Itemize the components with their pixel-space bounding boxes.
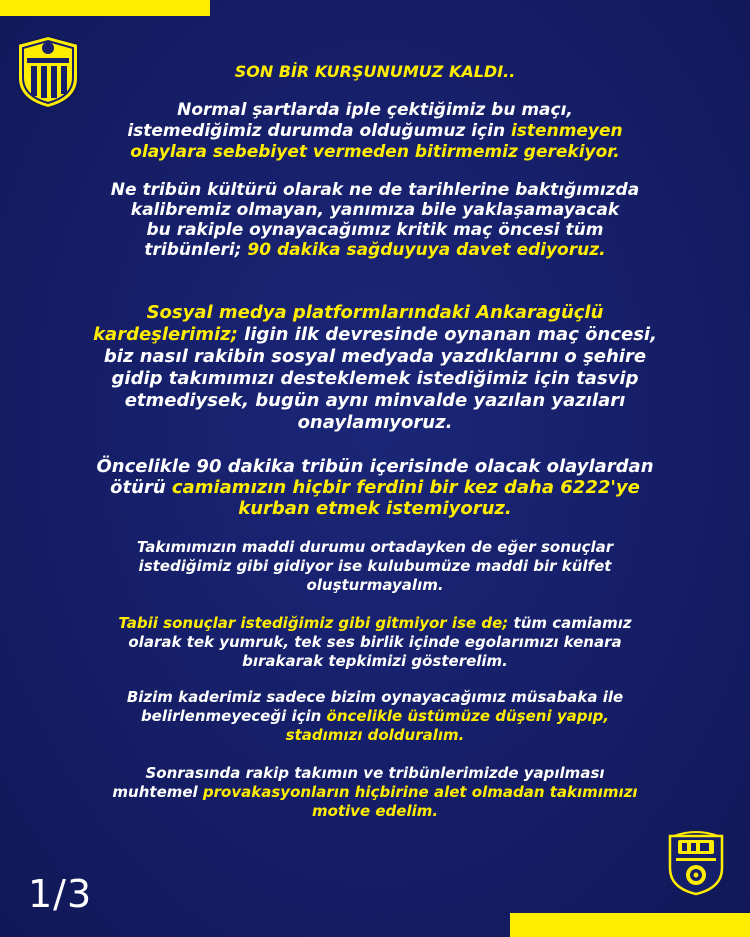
paragraph-text: istediğimiz gibi gidiyor ise kulubumüze maddi bir külfet	[138, 557, 612, 575]
paragraph-text: etmediysek, bugün aynı minvalde yazılan yazıları	[124, 390, 626, 411]
paragraph-5	[70, 538, 680, 595]
paragraph-4	[70, 456, 680, 519]
paragraph-text: Öncelikle 90 dakika tribün içerisinde olacak olaylardan	[96, 456, 654, 477]
bec-fan-group-badge-icon	[664, 830, 728, 896]
bottom-accent-bar	[510, 913, 750, 937]
paragraph-highlight: Tabii sonuçlar istediğimiz gibi gitmiyor ise de;	[118, 614, 509, 632]
paragraph-highlight: istenmeyen	[510, 121, 623, 141]
paragraph-text: oluşturmayalım.	[306, 576, 444, 594]
paragraph-text: ligin ilk devresinde oynanan maç öncesi,	[237, 324, 657, 345]
paragraph-text: Sonrasında rakip takımın ve tribünlerimizde yapılması	[145, 764, 605, 782]
paragraph-text: muhtemel	[112, 783, 203, 801]
paragraph-highlight: Sosyal medya platformlarındaki Ankaragüçlü	[146, 302, 604, 323]
paragraph-highlight: olaylara sebebiyet vermeden bitirmemiz gerekiyor.	[130, 142, 620, 162]
paragraph-text: ötürü	[110, 477, 172, 498]
paragraph-text: gidip takımımızı desteklemek istediğimiz için tasvip	[111, 368, 639, 389]
paragraph-highlight: öncelikle üstümüze düşeni yapıp,	[326, 707, 610, 725]
paragraph-text: Ne tribün kültürü olarak ne de tarihlerine baktığımızda	[110, 180, 640, 200]
paragraph-highlight: stadımızı dolduralım.	[285, 726, 465, 744]
paragraph-text: istemediğimiz durumda olduğumuz için	[127, 121, 511, 141]
paragraph-3	[70, 302, 680, 434]
paragraph-highlight: kurban etmek istemiyoruz.	[238, 498, 512, 519]
paragraph-text: Bizim kaderimiz sadece bizim oynayacağımız müsabaka ile	[126, 688, 624, 706]
page-number: 1/3	[28, 872, 93, 916]
paragraph-highlight: camiamızın hiçbir ferdini bir kez daha 6222'ye	[171, 477, 640, 498]
paragraph-text: olarak tek yumruk, tek ses birlik içinde egolarımızı kenara	[128, 633, 622, 651]
paragraph-6	[70, 614, 680, 671]
paragraph-text: onaylamıyoruz.	[297, 412, 453, 433]
paragraph-8	[70, 764, 680, 821]
paragraph-highlight: 90 dakika sağduyuya davet ediyoruz.	[247, 240, 606, 260]
paragraph-text: bu rakiple oynayacağımız kritik maç öncesi tüm	[146, 220, 604, 240]
paragraph-text: Normal şartlarda iple çektiğimiz bu maçı,	[177, 100, 573, 120]
paragraph-text: biz nasıl rakibin sosyal medyada yazdıklarını o şehire	[103, 346, 647, 367]
paragraph-text: bırakarak tepkimizi gösterelim.	[242, 652, 508, 670]
paragraph-2	[70, 180, 680, 260]
paragraph-7	[70, 688, 680, 745]
paragraph-1	[70, 100, 680, 163]
paragraph-text: belirlenmeyeceği için	[140, 707, 327, 725]
top-accent-bar	[0, 0, 210, 16]
paragraph-text: kalibremiz olmayan, yanımıza bile yaklaşamayacak	[130, 200, 620, 220]
paragraph-highlight: kardeşlerimiz;	[93, 324, 238, 345]
paragraph-highlight: provakasyonların hiçbirine alet olmadan takımımızı	[202, 783, 638, 801]
paragraph-text: tribünleri;	[144, 240, 248, 260]
paragraph-text: tüm camiamız	[508, 614, 632, 632]
statement-title: SON BİR KURŞUNUMUZ KALDI..	[234, 62, 516, 81]
paragraph-text: Takımımızın maddi durumu ortadayken de eğer sonuçlar	[136, 538, 614, 556]
paragraph-highlight: motive edelim.	[311, 802, 439, 820]
